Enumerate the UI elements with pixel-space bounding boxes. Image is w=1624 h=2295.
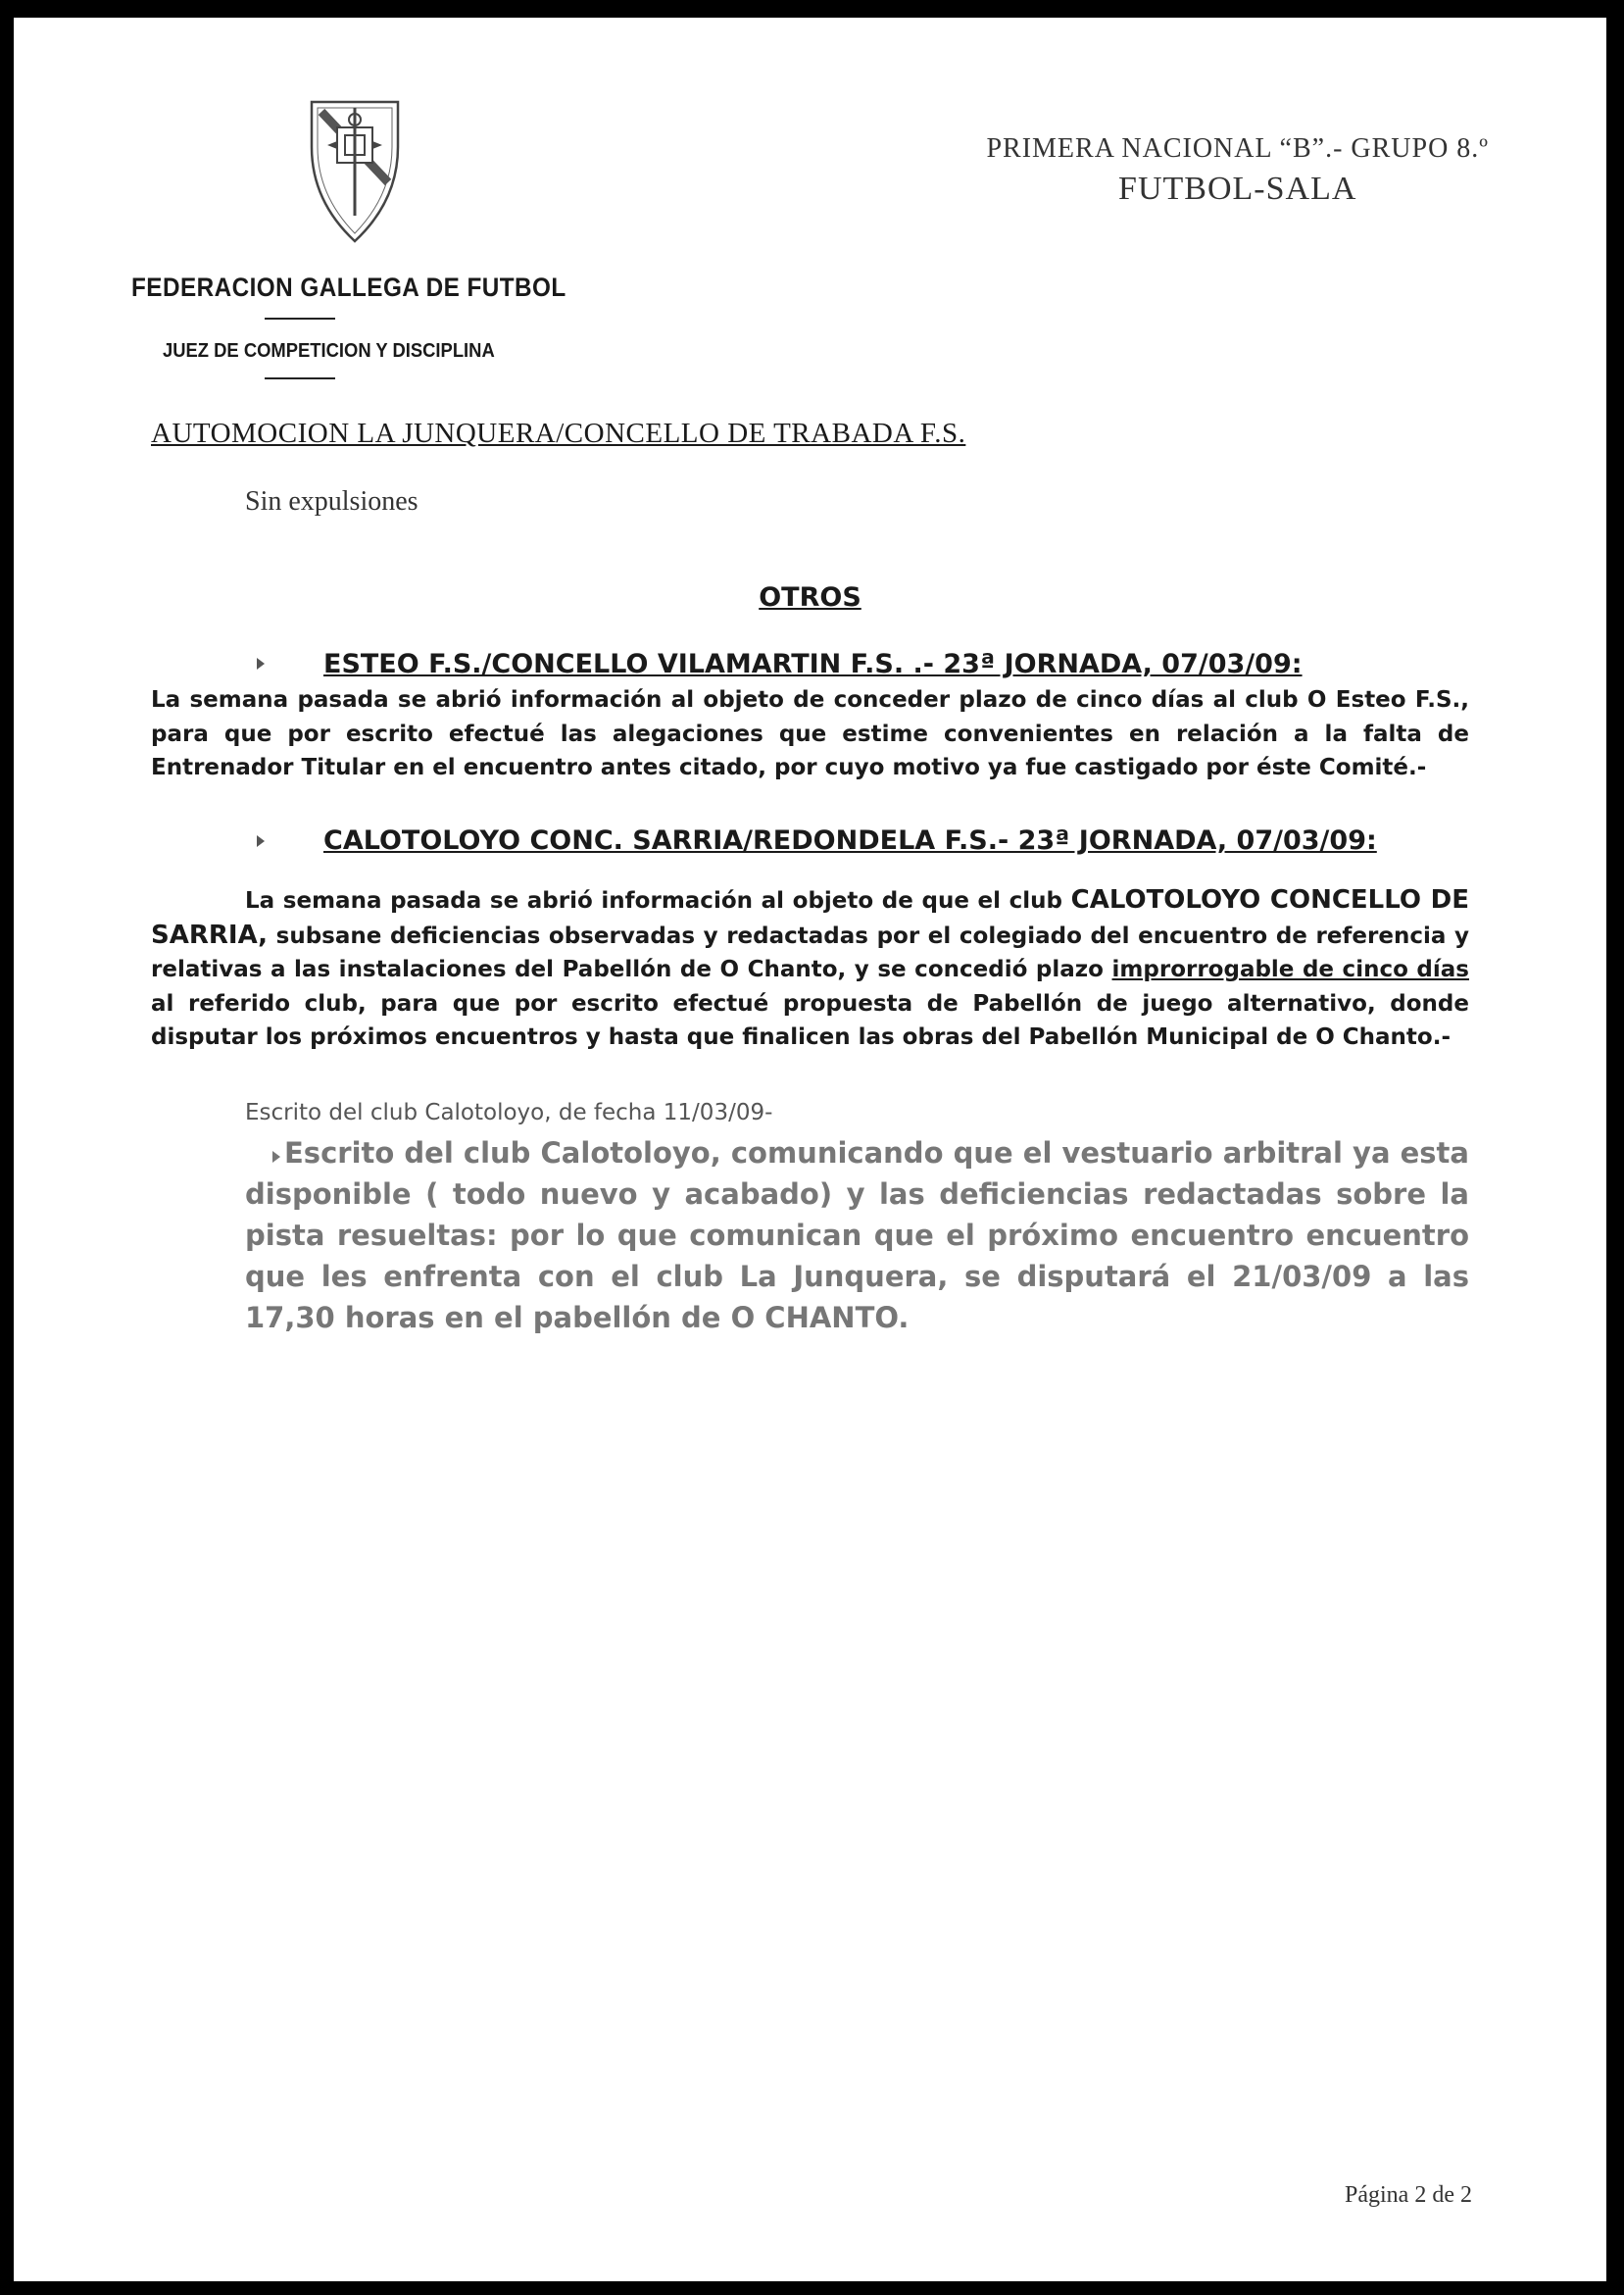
club-name: CALOTOLOYO CONCELLO DE SARRIA, xyxy=(151,885,1469,950)
escrito-line: Escrito del club Calotoloyo, de fecha 11/03/09- xyxy=(245,1100,773,1125)
competition-name: PRIMERA NACIONAL “B”.- GRUPO 8.º xyxy=(986,133,1489,164)
department-name: JUEZ DE COMPETICION Y DISCIPLINA xyxy=(163,340,495,362)
escrito-detail-text: Escrito del club Calotoloyo, comunicando que el vestuario arbitral ya esta disponible ( todo nuevo y acabado) y las deficiencias redactadas sobre la pista resueltas: por lo que comunican que el próximo encuentro encuentro que les enfrenta con el club La Junquera, se disputará el 21/03/09 a las 17,30 horas en el pabellón de O CHANTO. xyxy=(245,1136,1469,1334)
match-result: Sin expulsiones xyxy=(245,486,418,517)
item-title: ESTEO F.S./CONCELLO VILAMARTIN F.S. .- 23ª JORNADA, 07/03/09: xyxy=(323,649,1303,679)
divider xyxy=(265,318,335,320)
bullet-icon xyxy=(257,658,265,670)
bullet-icon xyxy=(257,835,265,847)
divider xyxy=(265,377,335,379)
item-title: CALOTOLOYO CONC. SARRIA/REDONDELA F.S.- 23ª JORNADA, 07/03/09: xyxy=(323,825,1377,856)
item-body-text: subsane deficiencias observadas y redactadas por el colegiado del encuentro de referencia y relativas a las instalaciones del Pabellón de O Chanto, y se concedió plazo xyxy=(151,923,1469,982)
escrito-detail xyxy=(245,1132,1469,1338)
section-title: OTROS xyxy=(759,582,861,613)
document-page xyxy=(14,18,1606,2281)
item-body-text: al referido club, para que por escrito efectué propuesta de Pabellón de juego alternativo, donde disputar los próximos encuentros y hasta que finalicen las obras del Pabellón Municipal de O Chanto.- xyxy=(151,990,1469,1050)
item-body xyxy=(151,883,1469,1055)
match-title: AUTOMOCION LA JUNQUERA/CONCELLO DE TRABADA F.S. xyxy=(151,418,966,449)
item-body: La semana pasada se abrió información al objeto de conceder plazo de cinco días al club O Esteo F.S., para que por escrito efectué las alegaciones que estime convenientes en relación a la falta de Entrenador Titular en el encuentro antes citado, por cuyo motivo ya fue castigado por éste Comité.- xyxy=(151,687,1469,780)
federation-crest-logo xyxy=(308,98,402,245)
page-number: Página 2 de 2 xyxy=(1345,2182,1472,2208)
competition-heading xyxy=(986,133,1489,208)
deadline-text: improrrogable de cinco días xyxy=(1111,957,1469,982)
competition-sport: FUTBOL-SALA xyxy=(1118,171,1357,207)
organization-name: FEDERACION GALLEGA DE FUTBOL xyxy=(131,273,566,302)
item-body-text: La semana pasada se abrió información al objeto de que el club xyxy=(245,888,1071,914)
